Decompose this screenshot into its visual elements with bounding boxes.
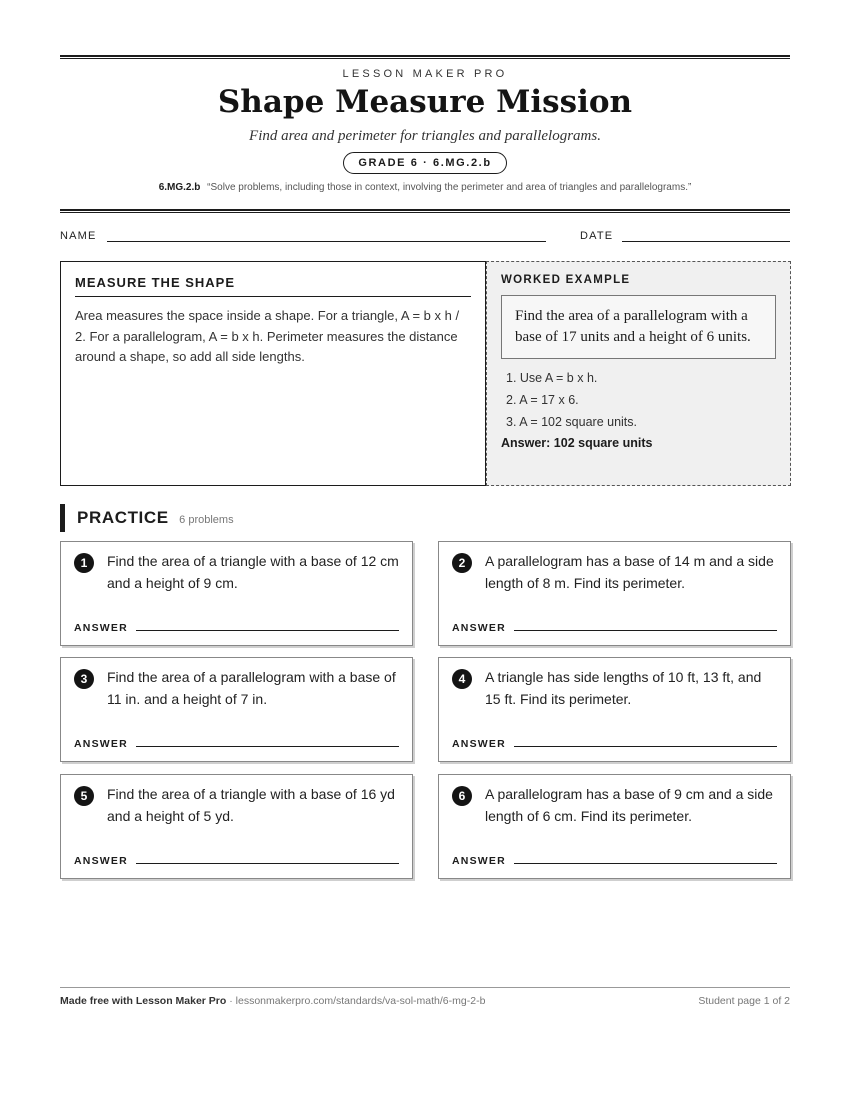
problem-card-1 [60,541,413,646]
example-answer: Answer: 102 square units [501,436,653,450]
problem-card-4 [438,657,791,762]
date-field[interactable] [622,241,790,242]
problem-text: A parallelogram has a base of 14 m and a side length of 8 m. Find its perimeter. [485,553,774,591]
page-subtitle: Find area and perimeter for triangles and parallelograms. [249,128,601,144]
standard-text: “Solve problems, including those in context, involving the perimeter and area of triangles and parallelograms.” [207,182,692,193]
name-date-row [60,230,790,244]
footer-url[interactable]: · lessonmakerpro.com/standards/va-sol-math/6-mg-2-b [226,995,486,1007]
problem-text: Find the area of a parallelogram with a base of 11 in. and a height of 7 in. [107,669,396,707]
problem-card-5 [60,774,413,879]
answer-field-6[interactable] [514,863,777,864]
problem-card-6 [438,774,791,879]
name-label: NAME [60,230,97,242]
problem-number: 1 [74,553,94,573]
footer-made-with: Made free with Lesson Maker Pro [60,995,227,1007]
answer-field-2[interactable] [514,630,777,631]
header-bottom-rule [60,209,790,213]
problem-number: 3 [74,669,94,689]
page-title: Shape Measure Mission [217,84,633,120]
problem-number: 5 [74,786,94,806]
answer-field-1[interactable] [136,630,399,631]
practice-count: 6 problems [179,514,234,526]
example-step: 3. A = 102 square units. [506,415,637,429]
worksheet-page [60,0,790,1100]
problem-number: 2 [452,553,472,573]
info-title: MEASURE THE SHAPE [75,275,471,297]
answer-label: ANSWER [74,855,128,867]
example-step: 1. Use A = b x h. [506,371,598,385]
answer-label: ANSWER [452,622,506,634]
example-step: 2. A = 17 x 6. [506,393,579,407]
grade-badge-wrap [60,152,790,174]
footer-rule [60,987,790,988]
practice-title: PRACTICE [77,508,169,527]
problem-text: A parallelogram has a base of 9 cm and a side length of 6 cm. Find its perimeter. [485,786,773,824]
grade-badge: GRADE 6 · 6.MG.2.b [343,152,506,174]
problem-card-2 [438,541,791,646]
worked-example-box [486,261,791,486]
example-title: WORKED EXAMPLE [501,274,631,286]
practice-header [60,504,234,532]
problem-card-3 [60,657,413,762]
answer-label: ANSWER [452,855,506,867]
answer-label: ANSWER [74,738,128,750]
brand-name: LESSON MAKER PRO [342,68,508,80]
problem-text: Find the area of a triangle with a base of 16 yd and a height of 5 yd. [107,786,395,824]
answer-field-3[interactable] [136,746,399,747]
measure-the-shape-box [60,261,486,486]
answer-label: ANSWER [74,622,128,634]
footer [60,995,790,1007]
info-text: Area measures the space inside a shape. For a triangle, A = b x h / 2. For a parallelogram, A = b x h. Perimeter measures the distance around a shape, so add all side lengths. [75,308,460,364]
problem-number: 6 [452,786,472,806]
answer-label: ANSWER [452,738,506,750]
date-label: DATE [580,230,614,242]
header-top-rule [60,55,790,59]
footer-page-number: Student page 1 of 2 [698,995,790,1007]
name-field[interactable] [107,241,546,242]
standard-line [60,182,790,193]
example-steps [501,367,776,433]
problem-text: Find the area of a triangle with a base of 12 cm and a height of 9 cm. [107,553,399,591]
problem-text: A triangle has side lengths of 10 ft, 13 ft, and 15 ft. Find its perimeter. [485,669,762,707]
standard-code: 6.MG.2.b [158,182,201,193]
problem-number: 4 [452,669,472,689]
example-problem: Find the area of a parallelogram with a base of 17 units and a height of 6 units. [501,295,776,359]
answer-field-5[interactable] [136,863,399,864]
answer-field-4[interactable] [514,746,777,747]
